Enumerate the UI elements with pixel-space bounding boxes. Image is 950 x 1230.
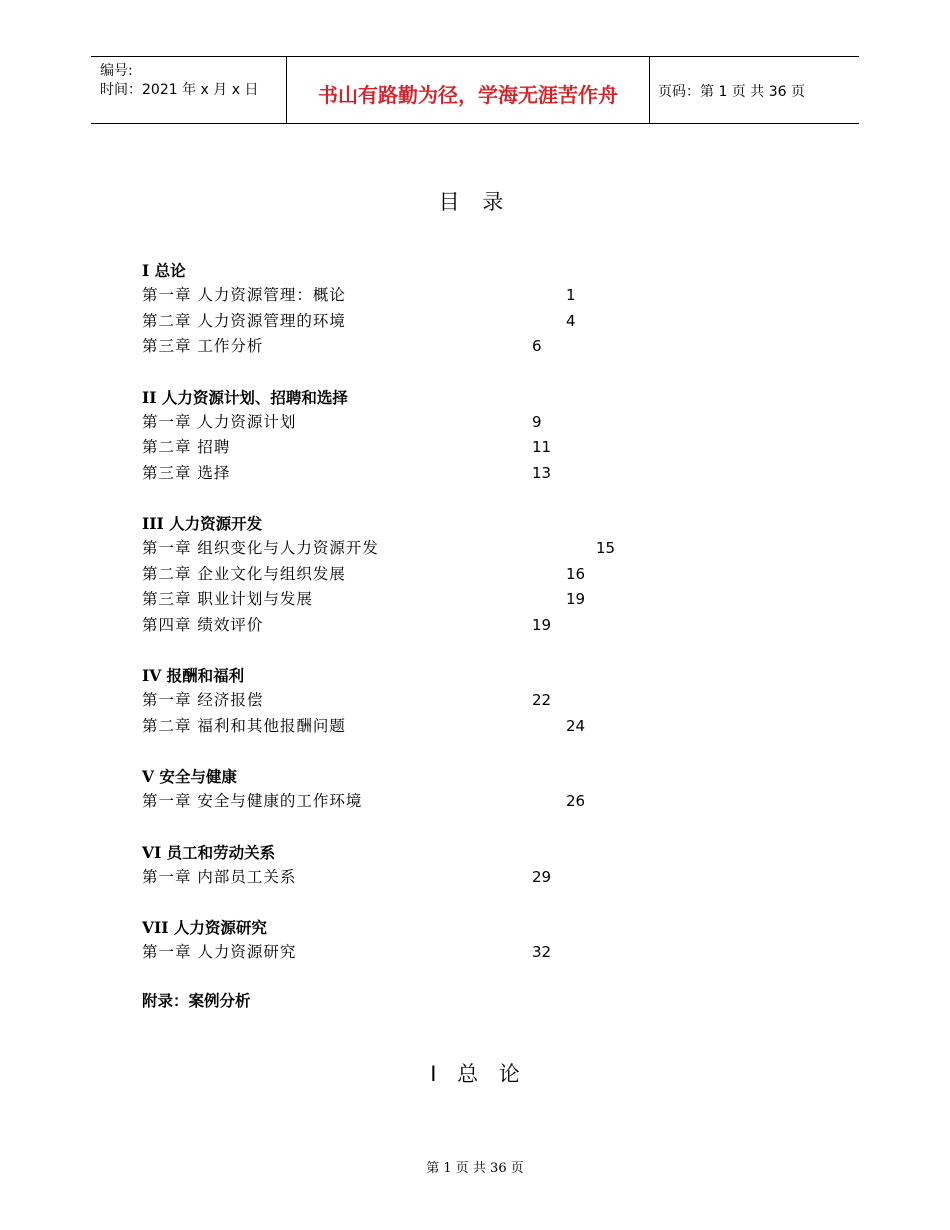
toc-entry-label: 第二章 福利和其他报酬问题 (142, 716, 346, 735)
toc-entry[interactable] (142, 410, 702, 436)
toc-entry[interactable] (142, 536, 702, 562)
toc-entry-page: 4 (566, 311, 576, 330)
toc-section (142, 511, 702, 638)
toc-entry-page: 13 (532, 463, 552, 482)
toc-entry-page: 9 (532, 412, 542, 431)
toc-entry-page: 22 (532, 691, 552, 709)
toc-entry-label: 第一章 安全与健康的工作环境 (142, 792, 363, 810)
toc-entry-label: 第一章 人力资源计划 (142, 412, 297, 431)
toc-section (142, 915, 702, 966)
toc-section-title: I 总论 (142, 261, 186, 280)
toc-entry-page: 6 (532, 337, 542, 355)
toc-section (142, 663, 702, 739)
toc-section (142, 840, 702, 891)
toc-entry-page: 32 (532, 943, 552, 961)
toc-entry-label: 第四章 绩效评价 (142, 615, 264, 634)
toc-entry-page: 15 (596, 539, 616, 557)
appendix-title: 附录：案例分析 (142, 990, 251, 1010)
toc-entry-label: 第三章 选择 (142, 463, 231, 482)
toc-entry-page: 1 (566, 286, 576, 304)
toc-entry-label: 第一章 人力资源管理：概论 (142, 286, 346, 304)
toc-entry[interactable] (142, 865, 702, 891)
toc-entry[interactable] (142, 283, 702, 309)
toc-title: 目 录 (438, 190, 512, 214)
toc-section-title: III 人力资源开发 (142, 514, 263, 533)
table-of-contents (142, 258, 702, 1013)
toc-section (142, 258, 702, 360)
page-footer: 第 1 页 共 36 页 (426, 1161, 524, 1176)
toc-entry[interactable] (142, 562, 702, 588)
header-page-cell (650, 57, 859, 123)
toc-entry-page: 29 (532, 867, 552, 886)
toc-entry-label: 第二章 人力资源管理的环境 (142, 311, 346, 330)
toc-entry[interactable] (142, 613, 702, 639)
toc-section-title: V 安全与健康 (142, 767, 237, 786)
part-heading: I 总 论 (430, 1062, 520, 1086)
toc-section-title: II 人力资源计划、招聘和选择 (142, 387, 348, 407)
header-meta-cell (91, 57, 287, 123)
header-motto-cell (287, 57, 650, 123)
number-label: 编号: (100, 63, 133, 79)
toc-section-title: VI 员工和劳动关系 (142, 842, 276, 862)
toc-section-title: IV 报酬和福利 (142, 666, 245, 685)
toc-entry[interactable] (142, 688, 702, 714)
motto-text: 书山有路勤为径，学海无涯苦作舟 (318, 83, 618, 107)
toc-entry[interactable] (142, 714, 702, 740)
toc-entry-page: 16 (566, 564, 586, 583)
toc-section-title: VII 人力资源研究 (142, 918, 267, 937)
toc-entry-label: 第三章 工作分析 (142, 337, 264, 355)
toc-entry-label: 第二章 企业文化与组织发展 (142, 564, 346, 583)
toc-entry-label: 第一章 经济报偿 (142, 691, 264, 709)
toc-entry[interactable] (142, 309, 702, 335)
toc-entry[interactable] (142, 461, 702, 487)
toc-entry[interactable] (142, 587, 702, 613)
toc-entry-page: 19 (566, 590, 586, 608)
toc-entry[interactable] (142, 435, 702, 461)
toc-entry-label: 第一章 人力资源研究 (142, 943, 297, 961)
toc-entry-label: 第一章 内部员工关系 (142, 867, 297, 886)
toc-entry[interactable] (142, 334, 702, 360)
toc-entry-page: 11 (532, 438, 552, 456)
toc-entry[interactable] (142, 789, 702, 815)
page-indicator: 页码：第 1 页 共 36 页 (658, 84, 805, 100)
toc-entry[interactable] (142, 940, 702, 966)
document-header (91, 56, 859, 124)
time-label: 时间：2021 年 x 月 x 日 (100, 82, 259, 98)
toc-entry-page: 19 (532, 615, 552, 634)
toc-entry-page: 24 (566, 716, 586, 735)
toc-entry-page: 26 (566, 792, 586, 810)
toc-entry-label: 第一章 组织变化与人力资源开发 (142, 539, 379, 557)
toc-section (142, 764, 702, 815)
toc-entry-label: 第三章 职业计划与发展 (142, 590, 313, 608)
toc-entry-label: 第二章 招聘 (142, 438, 231, 456)
toc-section (142, 385, 702, 487)
